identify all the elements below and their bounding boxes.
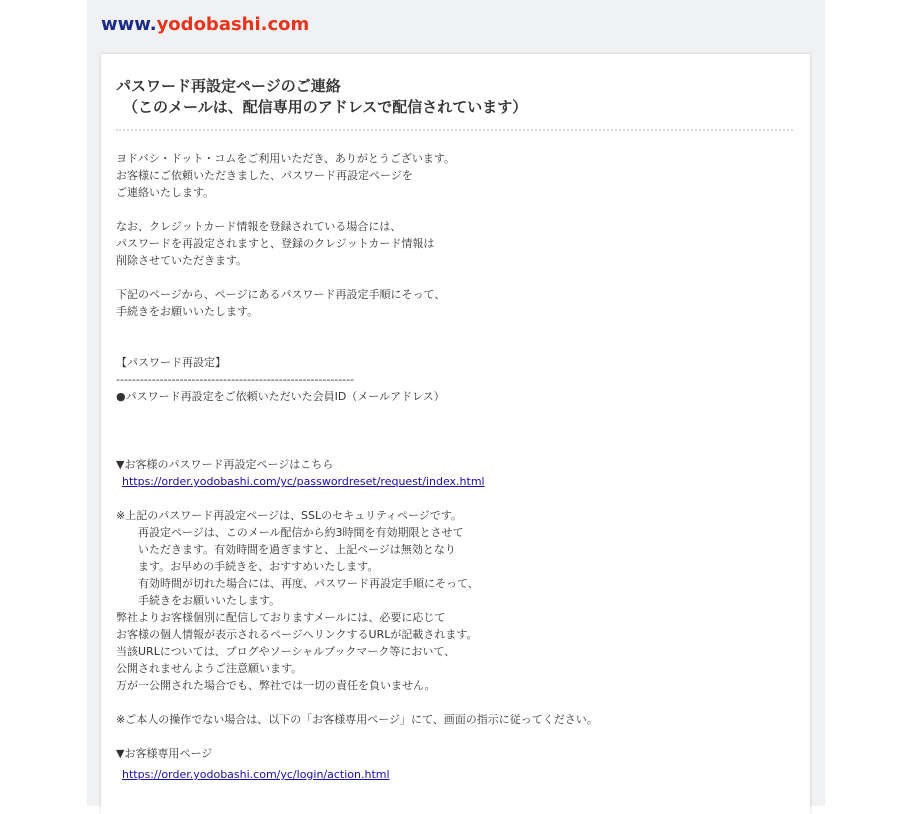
privacy-line: お客様の個人情報が表示されるページへリンクするURLが記載されます。 [116, 628, 478, 641]
privacy-line: 当該URLについては、ブログやソーシャルブックマーク等において、 [116, 645, 456, 658]
intro-line: ご連絡いたします。 [116, 186, 215, 199]
not-you-note: ※ご本人の操作でない場合は、以下の「お客様専用ページ」にて、画面の指示に従ってください。 [116, 713, 598, 726]
separator-line: ------------------------------------------------------------ [116, 373, 355, 386]
title-divider [116, 129, 793, 131]
section-heading: 【パスワード再設定】 [116, 356, 226, 369]
credit-line: 削除させていただきます。 [116, 254, 248, 267]
procedure-line: 手続きをお願いいたします。 [116, 305, 259, 318]
procedure-line: 下記のページから、ページにあるパスワード再設定手順にそって、 [116, 288, 446, 301]
yodobashi-logo[interactable] [101, 14, 309, 35]
ssl-note: ※上記のパスワード再設定ページは、SSLのセキュリティページです。 [116, 509, 462, 522]
ssl-detail-line: 有効時間が切れた場合には、再度、パスワード再設定手順にそって、 [138, 577, 479, 590]
email-card [101, 54, 810, 814]
member-login-link[interactable]: https://order.yodobashi.com/yc/login/action.html [122, 768, 390, 781]
logo-brand: yodobashi.com [156, 14, 310, 35]
credit-line: なお、クレジットカード情報を登録されている場合には、 [116, 220, 402, 233]
intro-line: お客様にご依頼いただきました、パスワード再設定ページを [116, 169, 413, 182]
privacy-line: 弊社よりお客様個別に配信しておりますメールには、必要に応じて [116, 611, 446, 624]
member-id-label: ●パスワード再設定をご依頼いただいた会員ID（メールアドレス） [116, 390, 445, 403]
email-title [116, 76, 527, 118]
email-title-line1: パスワード再設定ページのご連絡 [116, 77, 341, 95]
ssl-detail-line: ます。お早めの手続きを、おすすめいたします。 [138, 560, 379, 573]
privacy-line: 万が一公開された場合でも、弊社では一切の責任を負いません。 [116, 679, 436, 692]
email-body [116, 150, 796, 783]
credit-line: パスワードを再設定されますと、登録のクレジットカード情報は [116, 237, 435, 250]
ssl-detail-line: 手続きをお願いいたします。 [138, 594, 281, 607]
email-background [87, 0, 825, 806]
email-title-line2: （このメールは、配信専用のアドレスで配信されています） [123, 98, 528, 116]
ssl-detail-line: いただきます。有効時間を過ぎますと、上記ページは無効となり [138, 543, 456, 556]
password-reset-link[interactable]: https://order.yodobashi.com/yc/passwordreset/request/index.html [122, 475, 485, 488]
ssl-detail-line: 再設定ページは、このメール配信から約3時間を有効期限とさせて [138, 526, 464, 539]
privacy-line: 公開されませんようご注意願います。 [116, 662, 303, 675]
member-page-heading: ▼お客様専用ページ [116, 747, 213, 760]
reset-page-heading: ▼お客様のパスワード再設定ページはこちら [116, 458, 334, 471]
logo-www: www. [101, 14, 157, 35]
intro-line: ヨドバシ・ドット・コムをご利用いただき、ありがとうございます。 [116, 152, 456, 165]
